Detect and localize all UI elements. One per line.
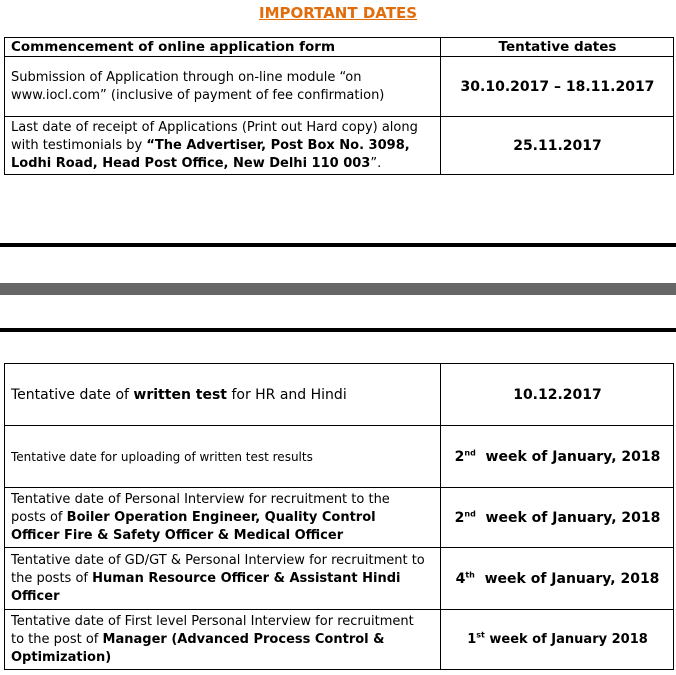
event-cell: Tentative date of GD/GT & Personal Interview for recruitment to the posts of Human Resource Officer & Assistant Hindi Officer [5, 548, 441, 610]
event-cell: Submission of Application through on-line module “on www.iocl.com” (inclusive of payment of fee confirmation) [5, 57, 441, 117]
event-cell: Last date of receipt of Applications (Print out Hard copy) along with testimonials by “The Advertiser, Post Box No. 3098, Lodhi Road, Head Post Office, New Delhi 110 003”. [5, 117, 441, 175]
table-row [5, 548, 674, 610]
page-title: IMPORTANT DATES [259, 4, 417, 22]
date-cell: 2nd week of January, 2018 [441, 426, 674, 488]
date-cell: 30.10.2017 – 18.11.2017 [441, 57, 674, 117]
schedule-table [4, 363, 674, 670]
table-row [5, 57, 674, 117]
table-row [5, 610, 674, 670]
date-cell: 4th week of January, 2018 [441, 548, 674, 610]
table-row [5, 364, 674, 426]
header-dates: Tentative dates [441, 38, 674, 57]
divider-line [0, 328, 676, 332]
table-header-row [5, 38, 674, 57]
date-cell: 2nd week of January, 2018 [441, 488, 674, 548]
table-row [5, 488, 674, 548]
divider-band [0, 283, 676, 295]
table-row [5, 426, 674, 488]
table-row [5, 117, 674, 175]
event-cell: Tentative date of written test for HR and Hindi [5, 364, 441, 426]
event-cell: Tentative date of First level Personal Interview for recruitment to the post of Manager (Advanced Process Control & Optimization) [5, 610, 441, 670]
header-event: Commencement of online application form [5, 38, 441, 57]
event-cell: Tentative date for uploading of written test results [5, 426, 441, 488]
date-cell: 1st week of January 2018 [441, 610, 674, 670]
divider-line [0, 243, 676, 247]
event-cell: Tentative date of Personal Interview for recruitment to the posts of Boiler Operation Engineer, Quality Control Officer Fire & Safety Officer & Medical Officer [5, 488, 441, 548]
date-cell: 10.12.2017 [441, 364, 674, 426]
date-cell: 25.11.2017 [441, 117, 674, 175]
application-dates-table [4, 37, 674, 175]
